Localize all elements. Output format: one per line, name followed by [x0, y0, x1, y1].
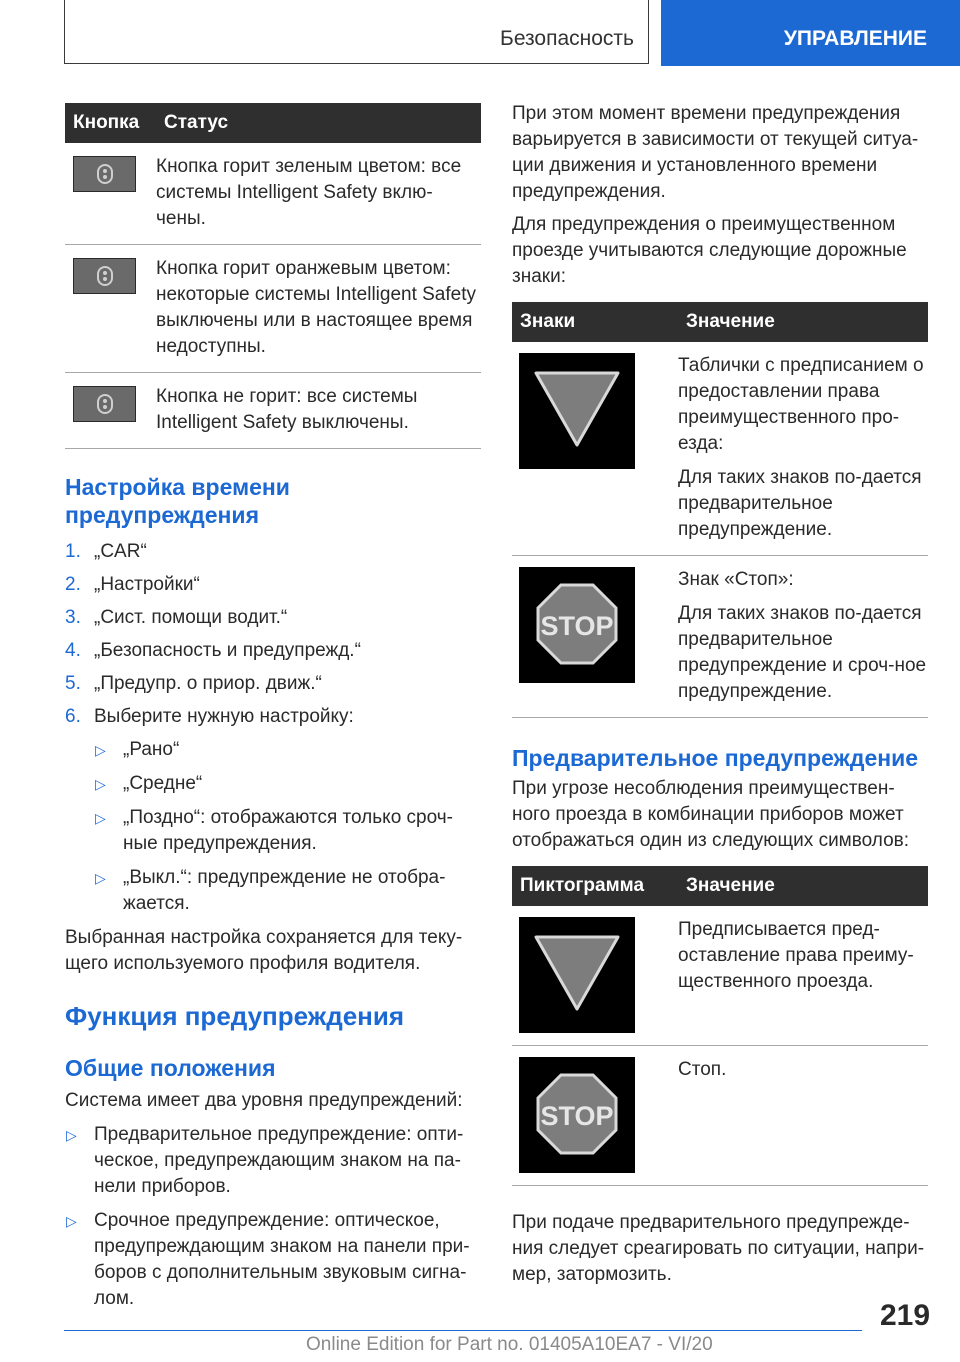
table-row — [512, 906, 928, 1046]
signs-table-header — [512, 302, 928, 342]
timing-options-list — [65, 737, 481, 917]
pictogram-table-header — [512, 866, 928, 906]
table-row — [512, 556, 928, 718]
safety-button-icon — [73, 386, 136, 422]
final-advice: При подаче предварительного предупрежде-ния следует среагировать по ситуации, напри-мер, затормозить. — [512, 1212, 925, 1285]
stop-sign-icon — [519, 1057, 635, 1173]
timing-variation-text: При этом момент времени предупреждения варьируется в зависимости от текущей ситуа-ции движения и установленного времени предупреждения. — [512, 103, 919, 202]
status-cell: Кнопка горит зеленым цветом: все системы Intelligent Safety вклю-чены. — [156, 143, 481, 245]
col-header-meaning: Значение — [678, 866, 928, 906]
list-item: ▷ „Рано“ — [94, 737, 481, 763]
svg-text:STOP: STOP — [540, 1101, 614, 1131]
triangle-bullet-icon: ▷ — [95, 870, 106, 886]
meaning-cell: Знак «Стоп»: Для таких знаков по-дается предварительное предупреждение и сроч-ное предупреждение. — [678, 556, 928, 718]
triangle-bullet-icon: ▷ — [95, 810, 106, 826]
triangle-bullet-icon: ▷ — [66, 1213, 77, 1229]
signs-table — [512, 302, 928, 718]
timing-heading: Настройка времени предупреждения — [65, 474, 290, 528]
col-header-pictogram: Пиктограмма — [512, 866, 678, 906]
col-header-button: Кнопка — [65, 103, 156, 143]
timing-note: Выбранная настройка сохраняется для теку-щего используемого профиля водителя. — [65, 927, 463, 974]
road-signs-intro: Для предупреждения о преимущественном проезде учитываются следующие дорожные знаки: — [512, 214, 907, 287]
triangle-bullet-icon: ▷ — [95, 776, 106, 792]
list-item: 2. „Настройки“ — [65, 574, 200, 595]
pictogram-table — [512, 866, 928, 1186]
table-row — [65, 245, 481, 373]
list-item: ▷ „Средне“ — [94, 771, 481, 797]
meaning-cell: Предписывается пред-оставление права преиму-щественного проезда. — [678, 906, 928, 1046]
list-item: 4. „Безопасность и предупрежд.“ — [65, 640, 361, 661]
list-item: 5. „Предупр. о приор. движ.“ — [65, 673, 322, 694]
list-item: ▷ Предварительное предупреждение: опти-ческое, предупреждающим знаком на па-нели приборов. — [66, 1124, 464, 1197]
pre-warning-text: При угрозе несоблюдения преимуществен-ного проезда в комбинации приборов может отображаться один из следующих символов: — [512, 778, 910, 851]
pre-warning-heading: Предварительное предупреждение — [512, 745, 919, 771]
footer-divider — [64, 1330, 862, 1331]
warning-function-subtitle: Общие положения — [65, 1055, 276, 1081]
left-column — [65, 103, 481, 1320]
status-table-header — [65, 103, 481, 143]
status-table — [65, 103, 481, 449]
header-chapter-title: УПРАВЛЕНИЕ — [783, 27, 927, 50]
warning-levels-list — [65, 1122, 481, 1312]
meaning-cell: Таблички с предписанием о предоставлении права преимущественного про-езда: Для таких знаков по-дается предварительное предупреждение. — [678, 342, 928, 556]
list-item: 3. „Сист. помощи водит.“ — [65, 607, 288, 628]
header-chapter-tab — [661, 0, 960, 66]
header-section-tab — [64, 0, 649, 64]
warning-intro: Система имеет два уровня предупреждений: — [65, 1090, 463, 1111]
table-row — [512, 1046, 928, 1186]
warning-function-title: Функция предупреждения — [65, 1001, 405, 1031]
timing-steps-list — [65, 539, 481, 730]
table-row — [65, 143, 481, 245]
status-cell: Кнопка горит оранжевым цветом: некоторые системы Intelligent Safety выключены или в настоящее время недоступны. — [156, 245, 481, 373]
list-item: 1. „CAR“ — [65, 541, 147, 562]
yield-sign-icon — [519, 353, 635, 469]
right-column — [512, 103, 928, 1288]
col-header-status: Статус — [156, 103, 481, 143]
triangle-bullet-icon: ▷ — [66, 1127, 77, 1143]
status-cell: Кнопка не горит: все системы Intelligent Safety выключены. — [156, 373, 481, 449]
list-item: ▷ „Выкл.“: предупреждение не отобра-жается. — [95, 867, 446, 914]
triangle-bullet-icon: ▷ — [95, 742, 106, 758]
page-number: 219 — [880, 1299, 931, 1332]
table-row — [512, 342, 928, 556]
meaning-cell: Стоп. — [678, 1046, 928, 1186]
list-item: 6. Выберите нужную настройку: — [65, 706, 354, 727]
stop-sign-icon — [519, 567, 635, 683]
header-section-title: Безопасность — [500, 27, 634, 50]
safety-button-icon — [73, 258, 136, 294]
col-header-meaning: Значение — [678, 302, 928, 342]
table-row — [65, 373, 481, 449]
yield-sign-icon — [519, 917, 635, 1033]
col-header-signs: Знаки — [512, 302, 678, 342]
safety-button-icon — [73, 156, 136, 192]
list-item: ▷ „Поздно“: отображаются только сроч-ные предупреждения. — [95, 807, 453, 854]
svg-text:STOP: STOP — [540, 611, 614, 641]
list-item: ▷ Срочное предупреждение: оптическое, предупреждающим знаком на панели при-боров с дополнительным звуковым сигна-лом. — [66, 1210, 470, 1309]
footer-edition: Online Edition for Part no. 01405A10EA7 - VI/20 — [306, 1334, 713, 1355]
